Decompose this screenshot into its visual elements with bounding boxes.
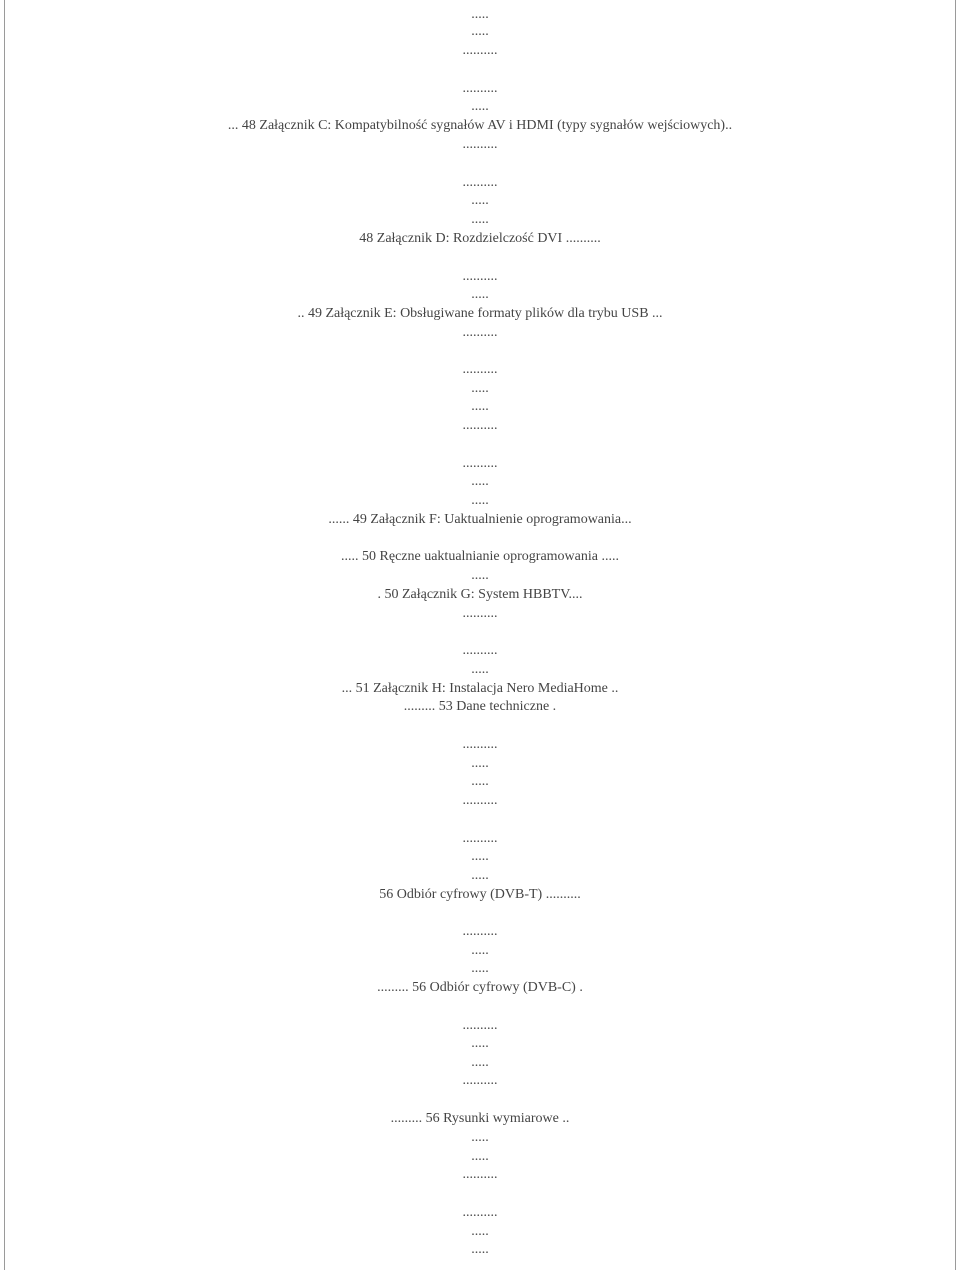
toc-line: ..... [471, 493, 489, 508]
toc-line: ... 51 Załącznik H: Instalacja Nero MediaHome .. [341, 681, 619, 696]
toc-line: .......... [462, 43, 498, 58]
toc-line: .......... [462, 456, 498, 471]
toc-line: .......... [462, 924, 498, 939]
toc-line: ..... [471, 961, 489, 976]
toc-line: ..... [471, 774, 489, 789]
toc-line: .......... [462, 1018, 498, 1033]
toc-line: ..... [471, 24, 489, 39]
toc-line: ..... [471, 756, 489, 771]
toc-line: . 50 Załącznik G: System HBBTV.... [377, 587, 583, 602]
toc-line: .......... [462, 606, 498, 621]
toc-line: ..... [471, 1149, 489, 1164]
toc-line: ...... 49 Załącznik F: Uaktualnienie oprogramowania... [328, 512, 632, 527]
toc-line: .......... [462, 1073, 498, 1088]
toc-line: .......... [462, 175, 498, 190]
toc-line: ..... [471, 474, 489, 489]
toc-line: .......... [462, 793, 498, 808]
toc-line: ..... [471, 943, 489, 958]
toc-line: .......... [462, 362, 498, 377]
toc-line: ... 48 Załącznik C: Kompatybilność sygnałów AV i HDMI (typy sygnałów wejściowych).. [227, 118, 733, 133]
toc-line: ..... [471, 193, 489, 208]
toc-line: ..... [471, 1224, 489, 1239]
toc-line: ..... [471, 1130, 489, 1145]
toc-line: 48 Załącznik D: Rozdzielczość DVI .......... [359, 231, 601, 246]
toc-line: ..... [471, 99, 489, 114]
toc-line: ......... 56 Rysunki wymiarowe .. [390, 1111, 570, 1126]
toc-line: .......... [462, 1167, 498, 1182]
toc-line: .......... [462, 1205, 498, 1220]
toc-line: ..... [471, 849, 489, 864]
toc-line: ..... [471, 868, 489, 883]
toc-line: ..... [471, 399, 489, 414]
toc-line: .......... [462, 418, 498, 433]
toc-line: ..... [471, 568, 489, 583]
toc-line: ..... [471, 381, 489, 396]
toc-line: .......... [462, 137, 498, 152]
toc-line: ..... [471, 1242, 489, 1257]
toc-line: .......... [462, 831, 498, 846]
toc-line: .......... [462, 81, 498, 96]
toc-line: ......... 56 Odbiór cyfrowy (DVB-C) . [377, 980, 583, 995]
toc-line: ..... [471, 662, 489, 677]
toc-line: .......... [462, 325, 498, 340]
toc-line: .. 49 Załącznik E: Obsługiwane formaty plików dla trybu USB ... [297, 306, 663, 321]
toc-line: ......... 53 Dane techniczne . [403, 699, 557, 714]
toc-line: .......... [462, 269, 498, 284]
toc-line: .......... [462, 737, 498, 752]
toc-line: ..... [471, 7, 489, 22]
toc-line: ..... 50 Ręczne uaktualnianie oprogramowania ..... [341, 549, 619, 564]
toc-line: 56 Odbiór cyfrowy (DVB-T) .......... [379, 887, 581, 902]
toc-line: .......... [462, 643, 498, 658]
toc-line: ..... [471, 1055, 489, 1070]
toc-line: ..... [471, 212, 489, 227]
toc-line: ..... [471, 1036, 489, 1051]
toc-line: ..... [471, 287, 489, 302]
